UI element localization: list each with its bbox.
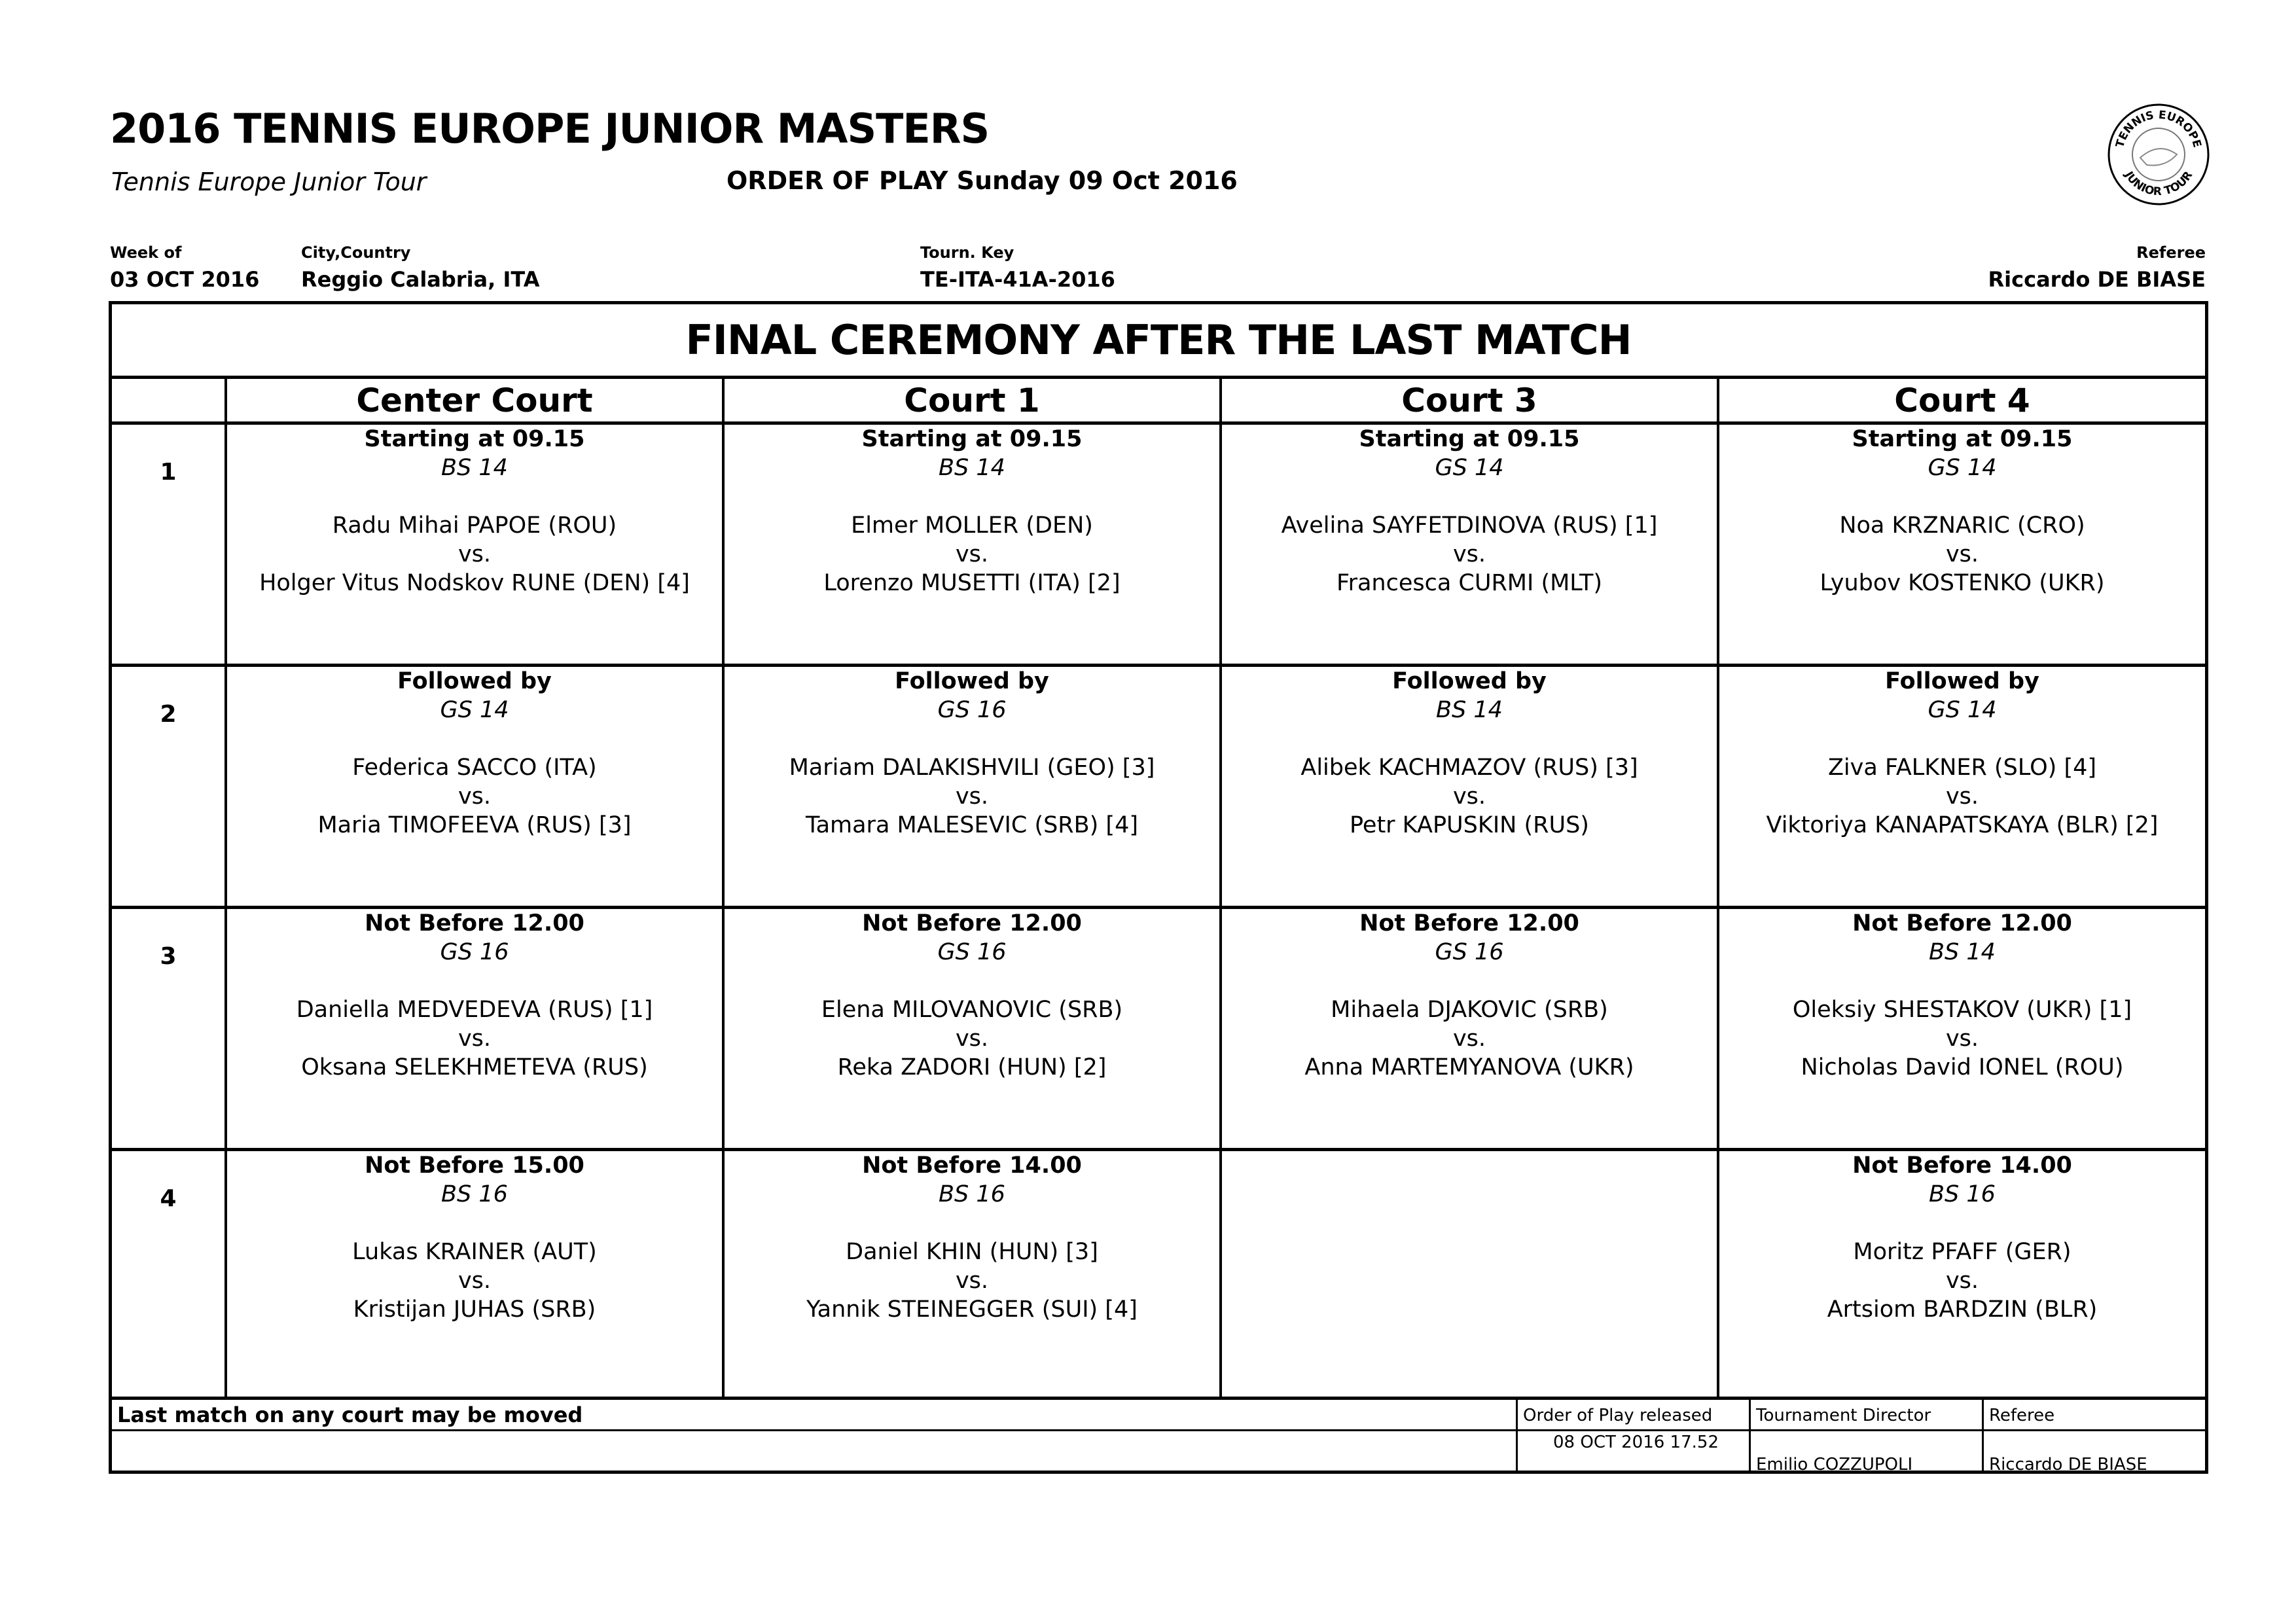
footer-blank: [112, 1431, 1518, 1471]
released-label: Order of Play released: [1518, 1400, 1749, 1431]
match-time: Starting at 09.15: [1852, 426, 2073, 452]
player-2: Francesca CURMI (MLT): [1336, 570, 1603, 596]
tour-name: Tennis Europe Junior Tour: [111, 168, 427, 196]
player-2: Nicholas David IONEL (ROU): [1801, 1054, 2124, 1080]
match-cell: [227, 425, 725, 667]
tennis-europe-logo: [2106, 102, 2211, 207]
director-label: Tournament Director: [1751, 1400, 1982, 1431]
player-1: Moritz PFAFF (GER): [1853, 1239, 2072, 1265]
player-2: Artsiom BARDZIN (BLR): [1827, 1296, 2098, 1323]
match-cell: [725, 667, 1222, 909]
city-value: Reggio Calabria, ITA: [301, 267, 540, 292]
player-1: Mariam DALAKISHVILI (GEO) [3]: [789, 755, 1155, 781]
match-cell: [1222, 667, 1719, 909]
match-event: BS 14: [939, 455, 1005, 481]
player-2: Lorenzo MUSETTI (ITA) [2]: [823, 570, 1121, 596]
match-time: Not Before 14.00: [1852, 1152, 2072, 1179]
court-header-center: Center Court: [227, 379, 725, 425]
row-number: 2: [112, 667, 227, 909]
page-title: 2016 TENNIS EUROPE JUNIOR MASTERS: [110, 105, 990, 152]
match-cell: [1222, 909, 1719, 1151]
match-time: Followed by: [895, 668, 1049, 694]
player-1: Elmer MOLLER (DEN): [851, 512, 1093, 539]
versus: vs.: [1945, 783, 1979, 810]
match-time: Followed by: [397, 668, 552, 694]
match-event: GS 14: [440, 697, 509, 723]
match-event: GS 14: [1928, 697, 1997, 723]
match-event: GS 16: [937, 939, 1007, 965]
player-2: Oksana SELEKHMETEVA (RUS): [301, 1054, 648, 1080]
match-cell: [1719, 667, 2205, 909]
versus: vs.: [1452, 541, 1486, 567]
versus: vs.: [955, 1268, 989, 1294]
logo-bottom-text: JUNIOR TOUR: [2121, 169, 2196, 199]
director-value: Emilio COZZUPOLI: [1756, 1455, 1913, 1474]
footer-referee-column: [1984, 1400, 2205, 1474]
corner-cell: [112, 379, 227, 425]
match-cell: [725, 909, 1222, 1151]
match-event: GS 16: [440, 939, 509, 965]
court-header-4: Court 4: [1719, 379, 2205, 425]
versus: vs.: [1945, 1268, 1979, 1294]
versus: vs.: [1945, 541, 1979, 567]
released-value: 08 OCT 2016 17.52: [1553, 1433, 1719, 1452]
row-number: 1: [112, 425, 227, 667]
footer-note: Last match on any court may be moved: [112, 1400, 1518, 1431]
match-event: BS 16: [939, 1181, 1005, 1207]
match-event: BS 14: [1929, 939, 1996, 965]
player-1: Daniel KHIN (HUN) [3]: [846, 1239, 1098, 1265]
week-label: Week of: [110, 243, 182, 262]
versus: vs.: [1452, 783, 1486, 810]
match-event: GS 14: [1928, 455, 1997, 481]
order-of-play-table: [109, 301, 2208, 1474]
player-2: Viktoriya KANAPATSKAYA (BLR) [2]: [1766, 812, 2159, 838]
match-cell: [1719, 909, 2205, 1151]
match-cell: [1719, 1151, 2205, 1400]
match-time: Followed by: [1885, 668, 2039, 694]
player-1: Ziva FALKNER (SLO) [4]: [1827, 755, 2097, 781]
court-header-1: Court 1: [725, 379, 1222, 425]
match-time: Not Before 12.00: [862, 910, 1082, 936]
tourn-key-label: Tourn. Key: [920, 243, 1014, 262]
match-time: Not Before 12.00: [365, 910, 584, 936]
versus: vs.: [457, 541, 492, 567]
match-time: Starting at 09.15: [861, 426, 1083, 452]
schedule-grid: [112, 379, 2205, 1400]
order-of-play-date: ORDER OF PLAY Sunday 09 Oct 2016: [726, 166, 1238, 195]
match-cell: [1222, 425, 1719, 667]
logo-top-text: TENNIS EUROPE: [2113, 108, 2204, 149]
city-label: City,Country: [301, 243, 411, 262]
match-cell: [227, 909, 725, 1151]
match-cell: [227, 1151, 725, 1400]
player-2: Yannik STEINEGGER (SUI) [4]: [806, 1296, 1138, 1323]
footer-referee-value: Riccardo DE BIASE: [1989, 1455, 2147, 1474]
svg-text:JUNIOR TOUR: [2121, 169, 2195, 198]
player-1: Avelina SAYFETDINOVA (RUS) [1]: [1281, 512, 1658, 539]
match-event: BS 14: [1436, 697, 1503, 723]
court-header-3: Court 3: [1222, 379, 1719, 425]
match-time: Not Before 14.00: [862, 1152, 1082, 1179]
referee-value: Riccardo DE BIASE: [1988, 267, 2206, 292]
player-1: Mihaela DJAKOVIC (SRB): [1331, 997, 1608, 1023]
released-column: [1518, 1400, 1751, 1471]
week-value: 03 OCT 2016: [110, 267, 260, 292]
versus: vs.: [955, 1026, 989, 1052]
ceremony-banner: FINAL CEREMONY AFTER THE LAST MATCH: [112, 304, 2205, 379]
tourn-key-value: TE-ITA-41A-2016: [920, 267, 1115, 292]
player-1: Elena MILOVANOVIC (SRB): [821, 997, 1123, 1023]
match-time: Followed by: [1392, 668, 1547, 694]
match-time: Starting at 09.15: [1359, 426, 1580, 452]
player-2: Tamara MALESEVIC (SRB) [4]: [805, 812, 1138, 838]
empty-match-cell: [1222, 1151, 1719, 1400]
match-cell: [1719, 425, 2205, 667]
versus: vs.: [1945, 1026, 1979, 1052]
player-1: Radu Mihai PAPOE (ROU): [332, 512, 617, 539]
player-1: Oleksiy SHESTAKOV (UKR) [1]: [1792, 997, 2132, 1023]
versus: vs.: [457, 1268, 492, 1294]
match-time: Starting at 09.15: [364, 426, 585, 452]
player-2: Kristijan JUHAS (SRB): [353, 1296, 596, 1323]
player-2: Anna MARTEMYANOVA (UKR): [1304, 1054, 1634, 1080]
player-1: Noa KRZNARIC (CRO): [1839, 512, 2085, 539]
director-column: [1751, 1400, 1984, 1474]
match-event: GS 16: [1435, 939, 1504, 965]
match-event: GS 16: [937, 697, 1007, 723]
footer-referee-label: Referee: [1984, 1400, 2205, 1431]
match-time: Not Before 12.00: [1359, 910, 1579, 936]
player-2: Petr KAPUSKIN (RUS): [1350, 812, 1589, 838]
match-event: BS 14: [441, 455, 508, 481]
player-2: Holger Vitus Nodskov RUNE (DEN) [4]: [259, 570, 690, 596]
versus: vs.: [955, 783, 989, 810]
match-cell: [725, 425, 1222, 667]
match-cell: [227, 667, 725, 909]
versus: vs.: [955, 541, 989, 567]
match-event: BS 16: [441, 1181, 508, 1207]
player-2: Reka ZADORI (HUN) [2]: [837, 1054, 1107, 1080]
match-cell: [725, 1151, 1222, 1400]
match-time: Not Before 15.00: [365, 1152, 584, 1179]
player-2: Maria TIMOFEEVA (RUS) [3]: [317, 812, 632, 838]
player-1: Daniella MEDVEDEVA (RUS) [1]: [296, 997, 653, 1023]
referee-label: Referee: [2136, 243, 2206, 262]
match-time: Not Before 12.00: [1852, 910, 2072, 936]
footer: [112, 1400, 2205, 1474]
player-1: Federica SACCO (ITA): [352, 755, 597, 781]
player-1: Alibek KACHMAZOV (RUS) [3]: [1300, 755, 1638, 781]
player-1: Lukas KRAINER (AUT): [352, 1239, 597, 1265]
versus: vs.: [457, 1026, 492, 1052]
versus: vs.: [457, 783, 492, 810]
match-event: BS 16: [1929, 1181, 1996, 1207]
match-event: GS 14: [1435, 455, 1504, 481]
row-number: 3: [112, 909, 227, 1151]
player-2: Lyubov KOSTENKO (UKR): [1820, 570, 2105, 596]
row-number: 4: [112, 1151, 227, 1400]
versus: vs.: [1452, 1026, 1486, 1052]
